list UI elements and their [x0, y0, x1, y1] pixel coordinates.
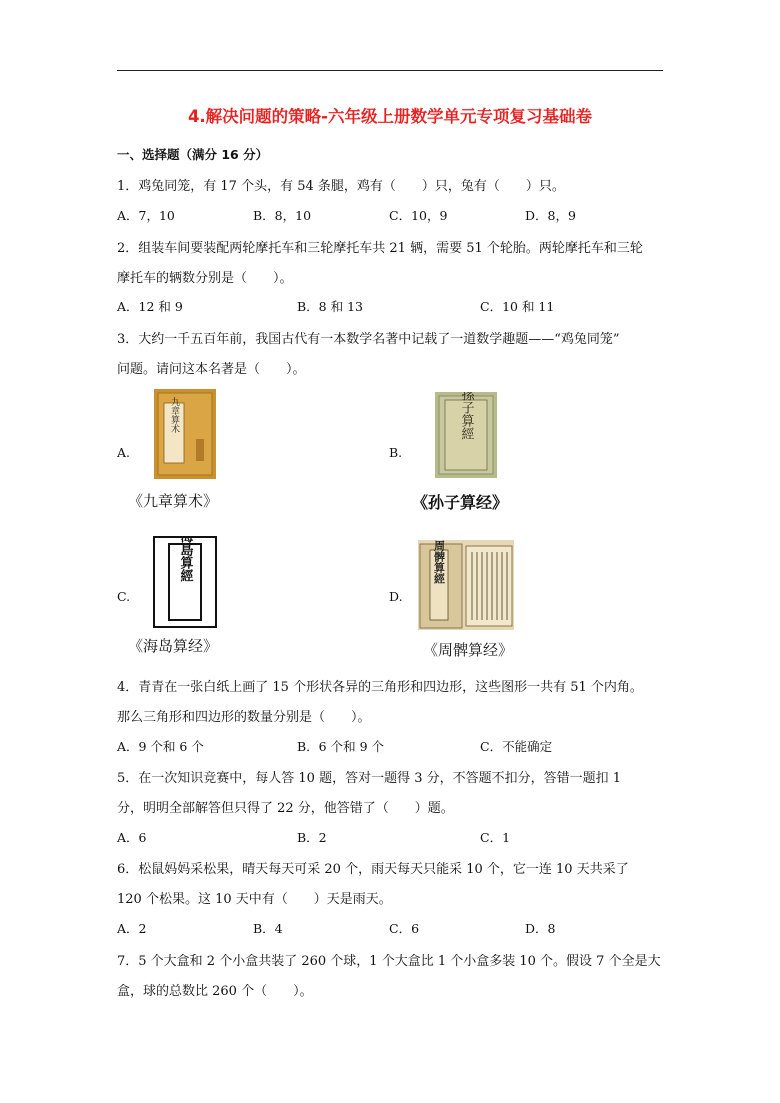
q3-option-b-letter: B.	[389, 445, 403, 460]
q1-option-b: B．8，10	[253, 208, 312, 223]
q2-option-b: B．8 和 13	[297, 299, 363, 314]
question-2-line-2: 摩托车的辆数分别是（ ）。	[117, 271, 293, 286]
q6-option-d: D．8	[525, 921, 556, 936]
q5-option-c: C．1	[480, 830, 511, 845]
q1-option-d: D．8，9	[525, 208, 576, 223]
q3-option-c-letter: C.	[117, 589, 131, 604]
question-3-line-2: 问题。请问这本名著是（ ）。	[117, 362, 306, 377]
question-4-line-1: 4．青青在一张白纸上画了 15 个形状各异的三角形和四边形，这些图形一共有 51 个内角。	[117, 680, 643, 695]
caption-jiuzhang: 《九章算术》	[128, 492, 219, 510]
cover-title-b: 孫子算經	[458, 392, 474, 440]
cover-title-d: 周髀算經	[432, 540, 446, 584]
q4-option-b: B．6 个和 9 个	[297, 739, 385, 754]
question-7-line-1: 7．5 个大盒和 2 个小盒共装了 260 个球，1 个大盒比 1 个小盒多装 10 个。假设 7 个全是大	[117, 954, 661, 969]
caption-haidao: 《海岛算经》	[128, 637, 219, 655]
cover-title-c: 海島算經	[177, 536, 193, 582]
page-title: 4.解决问题的策略-六年级上册数学单元专项复习基础卷	[187, 107, 593, 126]
book-cover-sunzi	[435, 392, 497, 482]
q5-option-b: B．2	[297, 830, 327, 845]
question-6-line-2: 120 个松果。这 10 天中有（ ）天是雨天。	[117, 892, 392, 907]
q6-option-b: B．4	[253, 921, 283, 936]
question-2-line-1: 2．组装车间要装配两轮摩托车和三轮摩托车共 21 辆，需要 51 个轮胎。两轮摩托车和三轮	[117, 241, 643, 256]
q2-option-a: A．12 和 9	[117, 299, 183, 314]
question-3-line-1: 3．大约一千五百年前，我国古代有一本数学名著中记载了一道数学趣题——“鸡兔同笼”	[117, 332, 620, 347]
q6-option-a: A．2	[117, 921, 147, 936]
question-5-line-1: 5．在一次知识竞赛中，每人答 10 题，答对一题得 3 分，不答题不扣分，答错一题扣 1	[117, 771, 622, 786]
book-cover-jiuzhang	[154, 389, 216, 483]
cover-title-a: 九章算术	[169, 397, 179, 433]
q3-option-a-letter: A.	[117, 445, 131, 460]
q4-option-a: A．9 个和 6 个	[117, 739, 204, 754]
book-cover-haidao	[153, 536, 217, 632]
q1-option-c: C．10，9	[389, 208, 448, 223]
header-rule	[117, 70, 663, 71]
question-6-line-1: 6．松鼠妈妈采松果，晴天每天可采 20 个，雨天每天只能采 10 个，它一连 10 天共采了	[117, 862, 629, 877]
question-5-line-2: 分，明明全部解答但只得了 22 分，他答错了（ ）题。	[117, 801, 454, 816]
q1-option-a: A．7，10	[117, 208, 175, 223]
question-4-line-2: 那么三角形和四边形的数量分别是（ ）。	[117, 710, 371, 725]
q3-option-d-letter: D.	[389, 589, 403, 604]
caption-sunzi: 《孙子算经》	[412, 493, 509, 512]
section-heading: 一、选择题（满分 16 分）	[117, 147, 269, 162]
question-7-line-2: 盒，球的总数比 260 个（ ）。	[117, 984, 313, 999]
q6-option-c: C．6	[389, 921, 420, 936]
q2-option-c: C．10 和 11	[480, 299, 555, 314]
question-1: 1．鸡兔同笼，有 17 个头，有 54 条腿，鸡有（ ）只，兔有（ ）只。	[117, 179, 565, 194]
q5-option-a: A．6	[117, 830, 147, 845]
book-cover-zhoubi	[418, 540, 514, 634]
caption-zhoubi: 《周髀算经》	[423, 641, 514, 659]
q4-option-c: C．不能确定	[480, 739, 553, 754]
